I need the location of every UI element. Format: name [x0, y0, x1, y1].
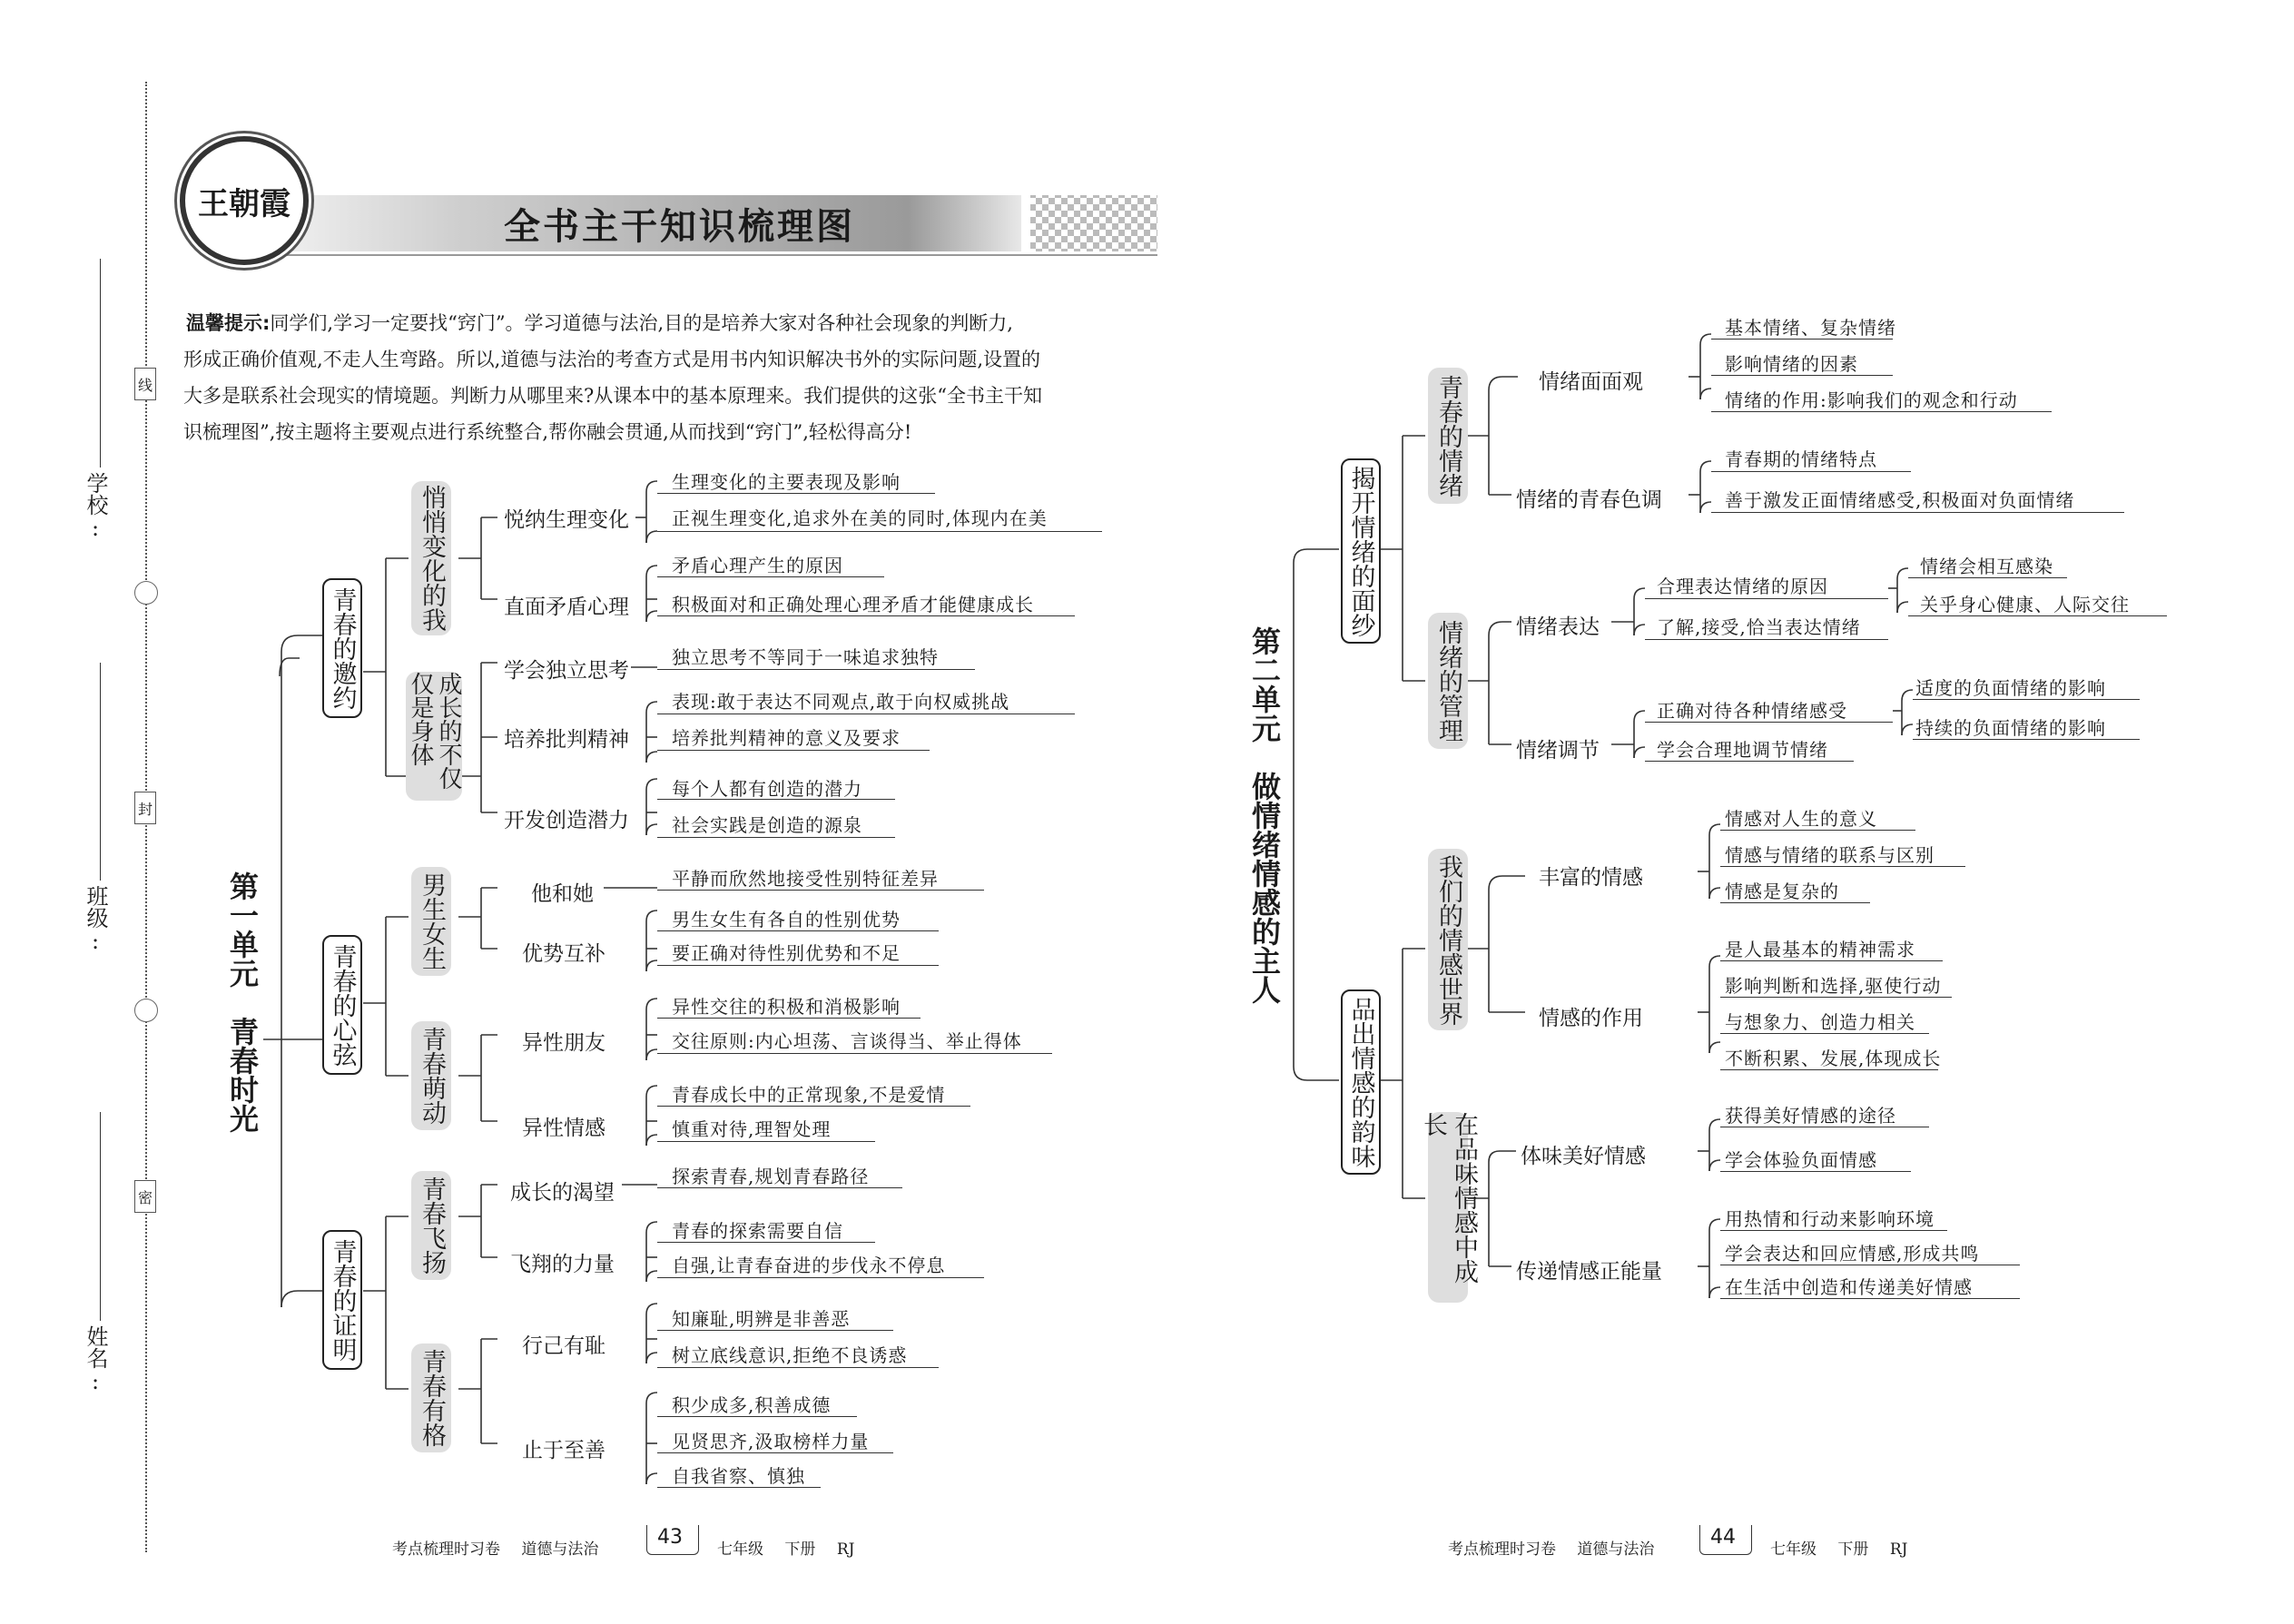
- tip-line-2: 形成正确价值观,不走人生弯路。所以,道德与法治的考查方式是用书内知识解决书外的实际问题,设置的: [183, 349, 1041, 370]
- leaf-l-16: 慎重对待,理智处理: [672, 1118, 832, 1140]
- leaf-underline: [1720, 960, 1943, 961]
- topic-emotion-management: 情绪的管理: [1428, 613, 1468, 749]
- leaf-r-18: 影响判断和选择,驱使行动: [1725, 975, 1942, 997]
- brand-logo-text: 王朝霞: [198, 185, 290, 222]
- class-label: 班级:: [83, 885, 108, 954]
- leaf-l-17: 探索青春,规划青春路径: [672, 1166, 870, 1187]
- leaf-l-20: 知廉耻,明辨是非善恶: [672, 1308, 851, 1330]
- point-desire-to-grow: 成长的渴望: [510, 1181, 615, 1205]
- leaf-r-21: 获得美好情感的途径: [1725, 1105, 1896, 1127]
- topic-youth-integrity: 青春有格: [411, 1343, 451, 1452]
- leaf-r-1: 基本情绪、复杂情绪: [1725, 317, 1896, 339]
- footer-left: [392, 1536, 598, 1559]
- point-opposite-sex-friends: 异性朋友: [522, 1031, 605, 1055]
- leaf-underline: [1645, 761, 1854, 762]
- leaf-l-4: 积极面对和正确处理心理矛盾才能健康成长: [672, 594, 1034, 615]
- lesson-youth-invitation: 青春的邀约: [322, 578, 362, 718]
- leaf-l-1: 生理变化的主要表现及影响: [672, 471, 901, 493]
- point-opposite-sex-feelings: 异性情感: [522, 1117, 605, 1140]
- leaf-l-22: 积少成多,积善成德: [672, 1394, 832, 1416]
- leaf-l-5: 独立思考不等同于一味追求独特: [672, 646, 939, 668]
- footer-right-grade: 七年级 下册 RJ: [1770, 1540, 1908, 1559]
- unit-1-title: 第一单元 青春时光: [225, 871, 260, 1133]
- leaf-r-16: 情感是复杂的: [1725, 881, 1839, 902]
- footer-subject: 道德与法治: [521, 1540, 599, 1559]
- leaf-l-21: 树立底线意识,拒绝不良诱惑: [672, 1344, 908, 1366]
- leaf-underline: [1720, 902, 1870, 903]
- seal-mark-seal: 封: [134, 792, 156, 824]
- leaf-r-12: 适度的负面情绪的影响: [1915, 677, 2106, 699]
- leaf-underline: [1720, 1230, 1947, 1231]
- leaf-underline: [1711, 375, 1893, 376]
- leaf-r-3: 情绪的作用:影响我们的观念和行动: [1725, 389, 2018, 411]
- leaf-l-12: 要正确对待性别优势和不足: [672, 942, 901, 964]
- point-complementary: 优势互补: [522, 942, 605, 966]
- topic-youth-budding: 青春萌动: [411, 1021, 451, 1130]
- leaf-l-6: 表现:敢于表达不同观点,敢于向权威挑战: [672, 691, 1010, 713]
- seal-mark-secret: 密: [134, 1180, 156, 1213]
- topic-more-than-body: 成长的不仅仅是身体: [406, 672, 462, 801]
- leaf-l-7: 培养批判精神的意义及要求: [672, 727, 901, 749]
- point-pursue-excellence: 止于至善: [522, 1439, 605, 1462]
- tip-label: 温馨提示:: [186, 312, 271, 334]
- leaf-r-20: 不断积累、发展,体现成长: [1725, 1048, 1942, 1069]
- leaf-underline: [1720, 830, 1915, 831]
- leaf-r-13: 持续的负面情绪的影响: [1915, 717, 2106, 739]
- leaf-r-9: 关乎身心健康、人际交往: [1920, 594, 2130, 615]
- topic-grow-in-feelings: 在品味情感中成长: [1428, 1112, 1468, 1303]
- leaf-r-2: 影响情绪的因素: [1725, 353, 1858, 375]
- name-label: 姓名:: [83, 1325, 108, 1394]
- leaf-r-6: 合理表达情绪的原因: [1657, 576, 1828, 597]
- leaf-r-19: 与想象力、创造力相关: [1725, 1011, 1915, 1033]
- leaf-r-15: 情感与情绪的联系与区别: [1725, 844, 1935, 866]
- page-number-right: 44: [1710, 1526, 1736, 1549]
- point-he-and-she: 他和她: [531, 882, 594, 906]
- leaf-underline: [1720, 997, 1952, 998]
- leaf-underline: [1645, 598, 1888, 599]
- point-express-emotions: 情绪表达: [1516, 615, 1600, 639]
- point-critical-spirit: 培养批判精神: [504, 728, 629, 752]
- topic-boys-girls: 男生女生: [411, 867, 451, 976]
- topic-quiet-change: 悄悄变化的我: [411, 481, 451, 635]
- leaf-underline: [1711, 411, 2052, 412]
- leaf-l-13: 异性交往的积极和消极影响: [672, 996, 901, 1018]
- footer-subject: 道德与法治: [1577, 1540, 1655, 1559]
- leaf-underline: [1711, 339, 1893, 340]
- leaf-underline: [1913, 739, 2140, 740]
- leaf-l-15: 青春成长中的正常现象,不是爱情: [672, 1084, 946, 1106]
- leaf-underline: [1720, 1298, 2020, 1299]
- leaf-underline: [1711, 512, 2124, 513]
- point-role-of-feelings: 情感的作用: [1539, 1007, 1643, 1030]
- leaf-underline: [1908, 577, 2067, 578]
- footer-right: [1448, 1536, 1654, 1559]
- leaf-r-17: 是人最基本的精神需求: [1725, 939, 1915, 960]
- leaf-r-25: 在生活中创造和传递美好情感: [1725, 1276, 1973, 1298]
- leaf-l-23: 见贤思齐,汲取榜样力量: [672, 1431, 870, 1452]
- point-creativity: 开发创造潜力: [504, 809, 629, 832]
- page-title: 全书主干知识梳理图: [504, 206, 855, 248]
- point-independent-thinking: 学会独立思考: [504, 659, 629, 683]
- lesson-savor-feelings: 品出情感的韵味: [1341, 989, 1381, 1175]
- leaf-l-10: 平静而欣然地接受性别特征差异: [672, 868, 939, 890]
- leaf-l-8: 每个人都有创造的潜力: [672, 778, 862, 800]
- leaf-underline: [1908, 615, 2167, 616]
- footer-series: 考点梳理时习卷: [1448, 1540, 1556, 1559]
- leaf-underline: [1720, 1033, 1929, 1034]
- point-regulate-emotions: 情绪调节: [1516, 739, 1600, 763]
- point-youth-emotion-tone: 情绪的青春色调: [1516, 488, 1662, 512]
- leaf-l-18: 青春的探索需要自信: [672, 1220, 843, 1242]
- leaf-r-7: 了解,接受,恰当表达情绪: [1657, 616, 1861, 638]
- topic-youth-emotions: 青春的情绪: [1428, 368, 1468, 504]
- leaf-l-24: 自我省察、慎独: [672, 1465, 805, 1487]
- lesson-youth-proof: 青春的证明: [322, 1230, 362, 1370]
- leaf-r-22: 学会体验负面情感: [1725, 1149, 1877, 1171]
- topic-our-emotional-world: 我们的情感世界: [1428, 849, 1468, 1030]
- point-sense-of-shame: 行己有耻: [522, 1334, 605, 1358]
- tip-line-1: 温馨提示:同学们,学习一定要找“窍门”。学习道德与法治,目的是培养大家对各种社会现象的判断力,: [186, 312, 1013, 334]
- leaf-r-24: 学会表达和回应情感,形成共鸣: [1725, 1243, 1980, 1265]
- tip-line-4: 识梳理图”,按主题将主要观点进行系统整合,帮你融会贯通,从而找到“窍门”,轻松得高分!: [183, 421, 912, 443]
- point-accept-physical-change: 悦纳生理变化: [504, 508, 629, 532]
- leaf-underline: [1645, 722, 1893, 723]
- leaf-l-14: 交往原则:内心坦荡、言谈得当、举止得体: [672, 1030, 1022, 1052]
- page-number-left: 43: [657, 1526, 683, 1549]
- point-face-contradiction: 直面矛盾心理: [504, 595, 629, 619]
- leaf-r-10: 正确对待各种情绪感受: [1657, 700, 1847, 722]
- leaf-underline: [1720, 1171, 1911, 1172]
- point-pass-positive-energy: 传递情感正能量: [1516, 1260, 1662, 1284]
- leaf-l-9: 社会实践是创造的源泉: [672, 814, 862, 836]
- leaf-underline: [1913, 699, 2140, 700]
- point-power-to-fly: 飞翔的力量: [510, 1253, 615, 1276]
- tip-line-3: 大多是联系社会现实的情境题。判断力从哪里来?从课本中的基本原理来。我们提供的这张“全书主干知: [183, 385, 1042, 407]
- lesson-youth-heartstrings: 青春的心弦: [322, 935, 362, 1075]
- point-experience-good-feelings: 体味美好情感: [1521, 1145, 1646, 1168]
- leaf-r-5: 善于激发正面情绪感受,积极面对负面情绪: [1725, 489, 2075, 511]
- point-rich-feelings: 丰富的情感: [1539, 866, 1643, 890]
- leaf-l-11: 男生女生有各自的性别优势: [672, 909, 901, 930]
- school-label: 学校:: [83, 472, 108, 541]
- leaf-underline: [1711, 471, 1911, 472]
- leaf-l-2: 正视生理变化,追求外在美的同时,体现内在美: [672, 507, 1048, 529]
- footer-series: 考点梳理时习卷: [392, 1540, 500, 1559]
- leaf-r-23: 用热情和行动来影响环境: [1725, 1208, 1935, 1230]
- leaf-underline: [1720, 866, 1965, 867]
- unit-2-title: 第二单元 做情绪情感的主人: [1247, 626, 1282, 1004]
- leaf-r-4: 青春期的情绪特点: [1725, 448, 1877, 470]
- lesson-unveil-emotions: 揭开情绪的面纱: [1341, 458, 1381, 644]
- footer-left-grade: 七年级 下册 RJ: [717, 1540, 855, 1559]
- leaf-underline: [1720, 1069, 1938, 1070]
- leaf-r-11: 学会合理地调节情绪: [1657, 739, 1828, 761]
- leaf-r-8: 情绪会相互感染: [1920, 556, 2053, 577]
- point-emotions-overview: 情绪面面观: [1539, 370, 1643, 394]
- leaf-l-3: 矛盾心理产生的原因: [672, 555, 843, 576]
- topic-youth-flying: 青春飞扬: [411, 1171, 451, 1280]
- leaf-l-19: 自强,让青春奋进的步伐永不停息: [672, 1255, 946, 1276]
- leaf-underline: [1645, 639, 1888, 640]
- seal-mark-line: 线: [134, 368, 156, 400]
- leaf-r-14: 情感对人生的意义: [1725, 808, 1877, 830]
